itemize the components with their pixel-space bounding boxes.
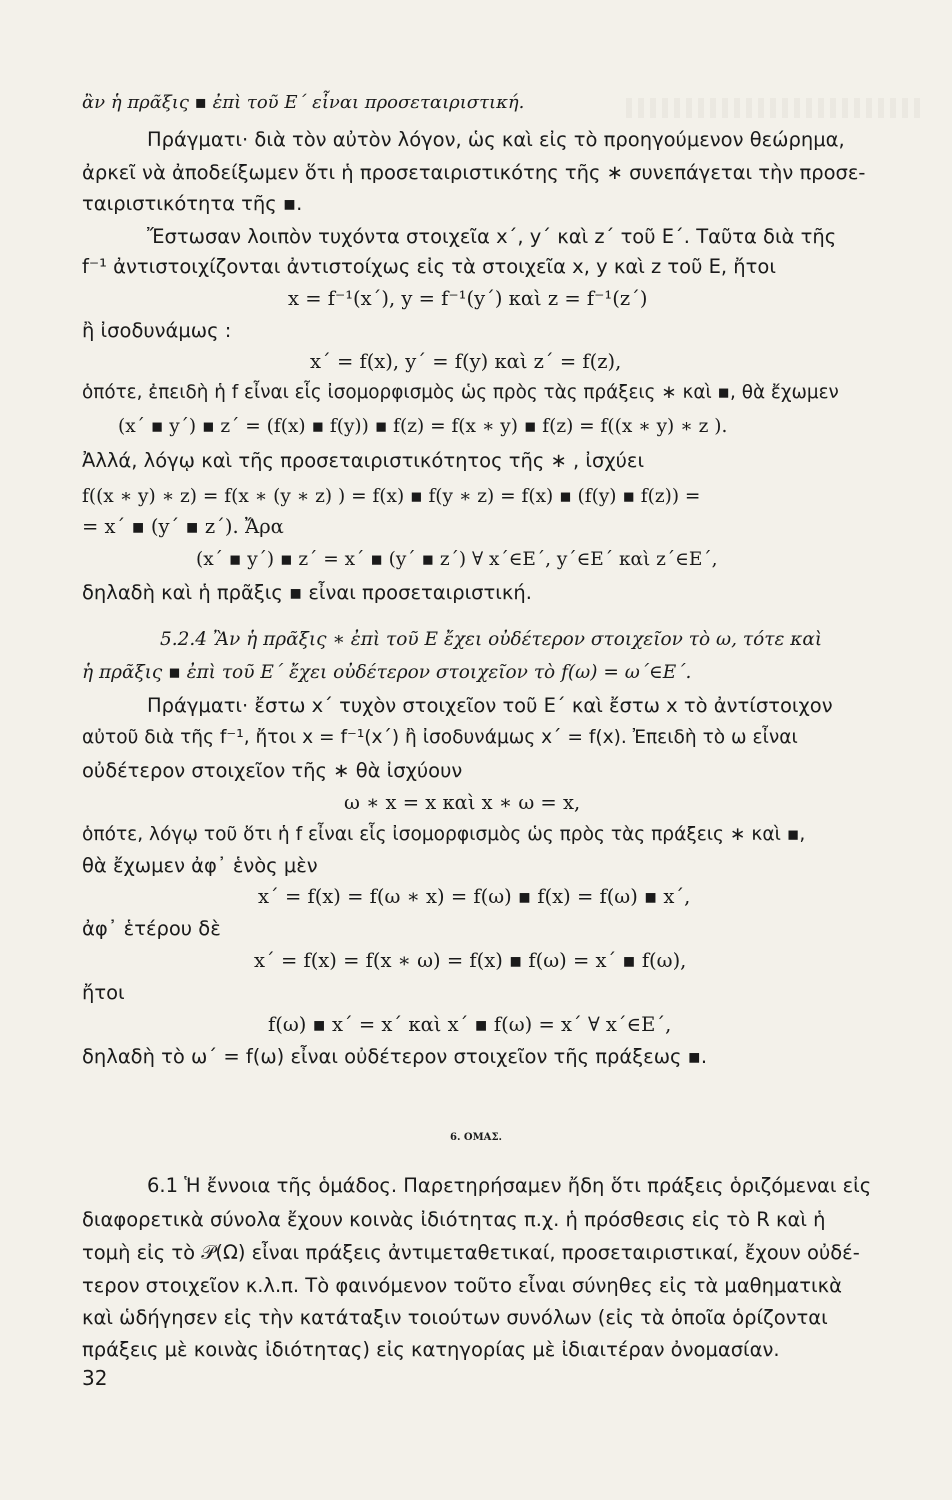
equation-7: ω ∗ x = x καὶ x ∗ ω = x, [344,791,581,814]
line-5: Ἔστωσαν λοιπὸν τυχόντα στοιχεῖα x΄, y΄ καὶ z΄ τοῦ Ε΄. Ταῦτα διὰ τῆς [147,225,837,248]
section-6-1-line-5: καὶ ὡδήγησεν εἰς τὴν κατάταξιν τοιούτων συνόλων (εἰς τὰ ὁποῖα ὁρίζονται [82,1306,828,1329]
equation-4: f((x ∗ y) ∗ z) = f(x ∗ (y ∗ z) ) = f(x) ▪ f(y ∗ z) = f(x) ▪ (f(y) ▪ f(z)) = [82,486,701,507]
theorem-5-2-4-line-1: 5.2.4 Ἂν ἡ πρᾶξις ∗ ἐπὶ τοῦ Ε ἔχει οὐδέτερον στοιχεῖον τὸ ω, τότε καὶ [160,629,823,650]
line-20: αὐτοῦ διὰ τῆς f⁻¹, ἤτοι x = f⁻¹(x΄) ἢ ἰσοδυνάμως x΄ = f(x). Ἐπειδὴ τὸ ω εἶναι [82,727,798,748]
equation-5: = x΄ ▪ (y΄ ▪ z΄). Ἄρα [82,515,284,538]
line-3: ἀρκεῖ νὰ ἀποδείξωμεν ὅτι ἡ προσεταιριστικότης τῆς ∗ συνεπάγεται τὴν προσε- [82,161,866,184]
section-6-1-line-6: πράξεις μὲ κοινὰς ἰδιότητας) εἰς κατηγορίας μὲ ἰδιαιτέραν ὀνομασίαν. [82,1338,780,1361]
section-6-1-line-1: 6.1 Ἡ ἔννοια τῆς ὁμάδος. Παρετηρήσαμεν ἤδη ὅτι πράξεις ὁριζόμεναι εἰς [147,1174,872,1197]
equation-10: f(ω) ▪ x΄ = x΄ καὶ x΄ ▪ f(ω) = x΄ ∀ x΄∈Ε΄, [268,1013,672,1036]
equation-2: x΄ = f(x), y΄ = f(y) καὶ z΄ = f(z), [310,350,622,373]
line-4: ταιριστικότητα τῆς ▪. [82,192,303,215]
line-24: θὰ ἔχωμεν ἀφ᾽ ἑνὸς μὲν [82,854,318,877]
equation-1: x = f⁻¹(x΄), y = f⁻¹(y΄) καὶ z = f⁻¹(z΄) [288,287,648,310]
page-number: 32 [82,1366,108,1390]
line-21: οὐδέτερον στοιχεῖον τῆς ∗ θὰ ἰσχύουν [82,759,463,782]
section-6-1-line-3: τομὴ εἰς τὸ 𝒫(Ω) εἶναι πράξεις ἀντιμεταθετικαί, προσεταιριστικαί, ἔχουν οὐδέ- [82,1241,860,1264]
line-1: ἂν ἡ πρᾶξις ▪ ἐπὶ τοῦ Ε΄ εἶναι προσεταιριστική. [82,92,525,113]
equation-6: (x΄ ▪ y΄) ▪ z΄ = x΄ ▪ (y΄ ▪ z΄) ∀ x΄∈Ε΄, y΄∈Ε΄ καὶ z΄∈Ε΄, [196,549,718,570]
line-19: Πράγματι· ἔστω x΄ τυχὸν στοιχεῖον τοῦ Ε΄ καὶ ἔστω x τὸ ἀντίστοιχον [147,694,833,717]
line-30: δηλαδὴ τὸ ω΄ = f(ω) εἶναι οὐδέτερον στοιχεῖον τῆς πράξεως ▪. [82,1045,708,1068]
line-28: ἤτοι [82,981,125,1004]
section-6-1-line-4: τερον στοιχεῖον κ.λ.π. Τὸ φαινόμενον τοῦτο εἶναι σύνηθες εἰς τὰ μαθηματικὰ [82,1274,842,1297]
theorem-5-2-4-line-2: ἡ πρᾶξις ▪ ἐπὶ τοῦ Ε΄ ἔχει οὐδέτερον στοιχεῖον τὸ f(ω) = ω΄∈Ε΄. [82,662,692,683]
equation-8: x΄ = f(x) = f(ω ∗ x) = f(ω) ▪ f(x) = f(ω) ▪ x΄, [258,885,691,908]
bleed-through [620,98,920,118]
section-heading: 6. ΟΜΑΣ. [449,1132,502,1143]
line-16: δηλαδὴ καὶ ἡ πρᾶξις ▪ εἶναι προσεταιριστική. [82,581,532,604]
line-8: ἢ ἰσοδυνάμως : [82,319,232,342]
line-23: ὁπότε, λόγῳ τοῦ ὅτι ἡ f εἶναι εἷς ἰσομορφισμὸς ὡς πρὸς τὰς πράξεις ∗ καὶ ▪, [82,824,806,845]
line-26: ἀφ᾽ ἑτέρου δὲ [82,917,221,940]
line-12: Ἀλλά, λόγῳ καὶ τῆς προσεταιριστικότητος τῆς ∗ , ἰσχύει [82,449,645,472]
equation-9: x΄ = f(x) = f(x ∗ ω) = f(x) ▪ f(ω) = x΄ ▪ f(ω), [254,949,687,972]
line-6: f⁻¹ ἀντιστοιχίζονται ἀντιστοίχως εἰς τὰ στοιχεῖα x, y καὶ z τοῦ Ε, ἤτοι [82,255,776,278]
line-2: Πράγματι· διὰ τὸν αὐτὸν λόγον, ὡς καὶ εἰς τὸ προηγούμενον θεώρημα, [147,128,845,151]
equation-3: (x΄ ▪ y΄) ▪ z΄ = (f(x) ▪ f(y)) ▪ f(z) = f(x ∗ y) ▪ f(z) = f((x ∗ y) ∗ z ). [118,416,728,437]
line-10: ὁπότε, ἐπειδὴ ἡ f εἶναι εἷς ἰσομορφισμὸς ὡς πρὸς τὰς πράξεις ∗ καὶ ▪, θὰ ἔχωμεν [82,382,839,403]
section-6-1-line-2: διαφορετικὰ σύνολα ἔχουν κοινὰς ἰδιότητας π.χ. ἡ πρόσθεσις εἰς τὸ R καὶ ἡ [82,1208,826,1231]
